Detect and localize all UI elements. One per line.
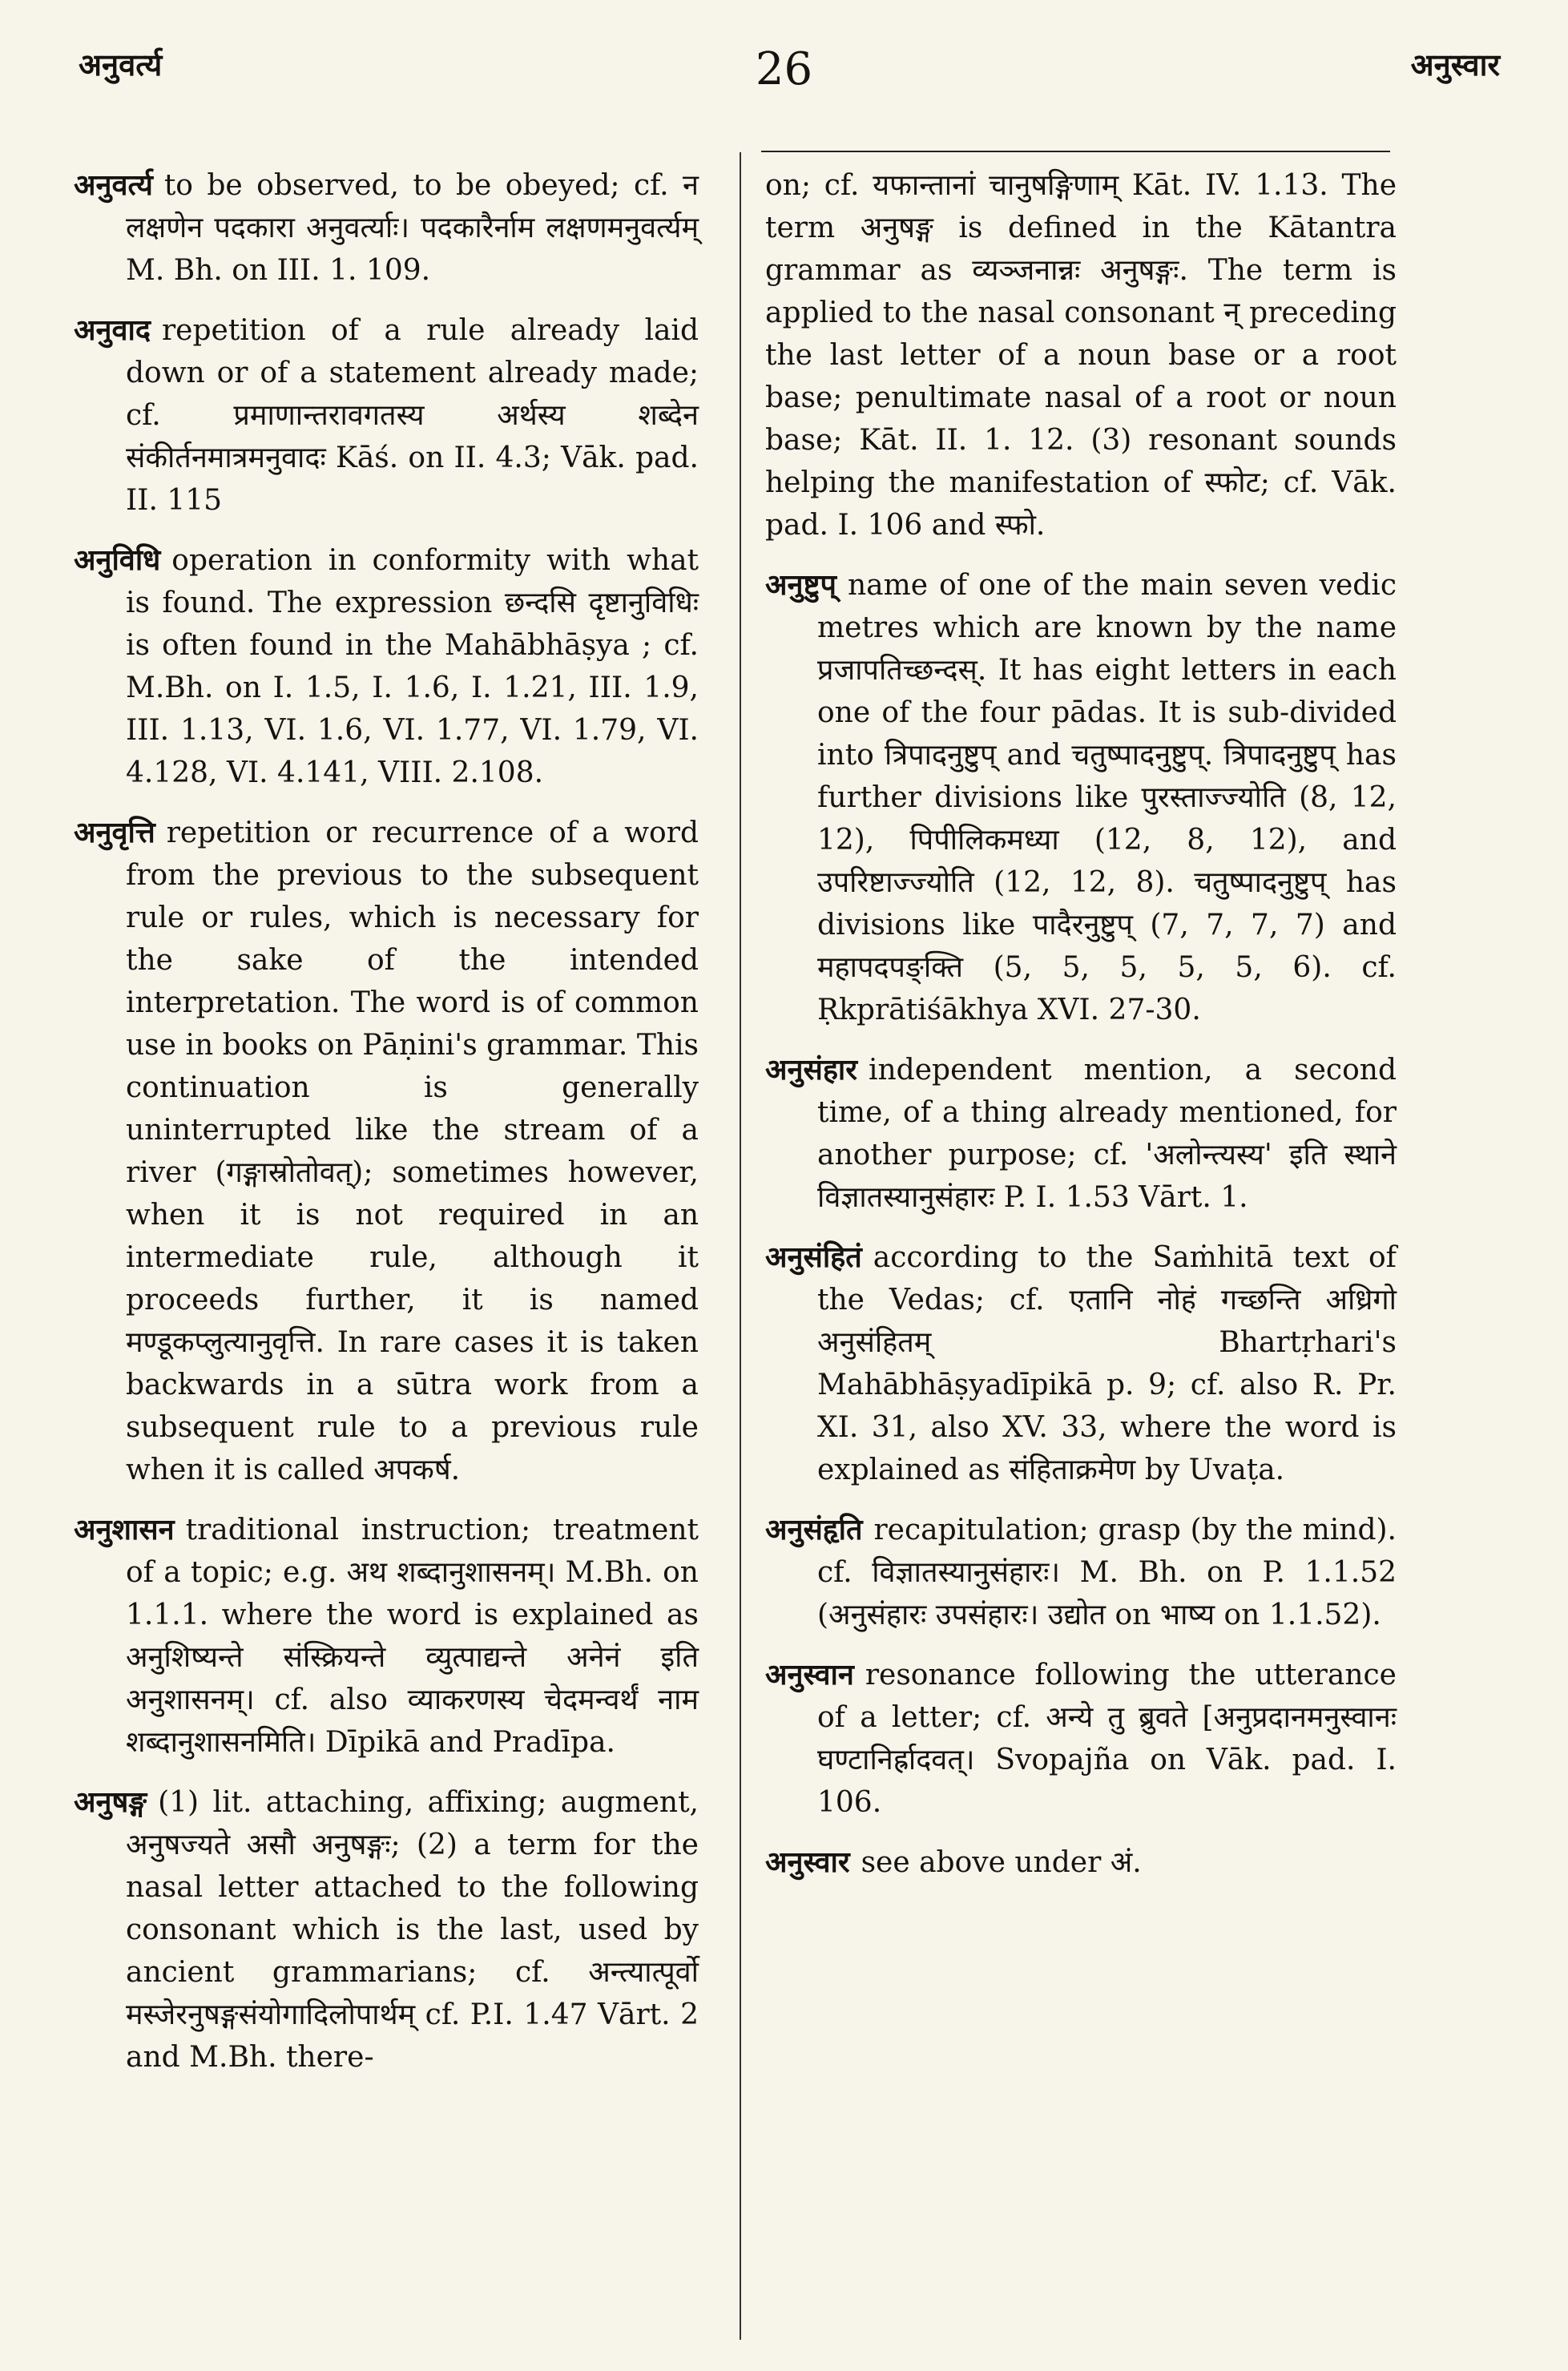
dictionary-entry xyxy=(765,1509,1397,1636)
entry-definition: see above under अं. xyxy=(861,1846,1142,1879)
dictionary-entry xyxy=(74,1509,699,1764)
entry-definition: operation in conformity with what is found. The expression छन्दसि दृष्टानुविधिः is often found in the Mahābhāṣya ; cf. M.Bh. on I. 1.5, I. 1.6, I. 1.21, III. 1.9, III. 1.13, VI. 1.6, VI. 1.77, VI. 1.79, VI. 4.128, VI. 4.141, VIII. 2.108. xyxy=(126,544,699,789)
dictionary-entry xyxy=(765,1654,1397,1824)
entry-definition: repetition of a rule already laid down or of a statement already made; cf. प्रमाणान्तरावगतस्य अर्थस्य शब्देन संकीर्तनमात्रमनुवादः Kāś. on II. 4.3; Vāk. pad. II. 115 xyxy=(126,314,699,517)
dictionary-entry xyxy=(765,164,1397,546)
left-column xyxy=(74,164,699,2096)
entry-headword: अनुसंहार xyxy=(765,1053,857,1087)
entry-headword: अनुसंहृति xyxy=(765,1513,863,1546)
dictionary-entry xyxy=(74,309,699,522)
entry-definition: to be observed, to be obeyed; cf. न लक्षणेन पदकारा अनुवर्त्याः। पदकारैर्नाम लक्षणमनुवर्त्यम् M. Bh. on III. 1. 109. xyxy=(126,169,699,287)
dictionary-entry xyxy=(765,1236,1397,1491)
entry-definition: resonance following the utterance of a letter; cf. अन्ये तु ब्रुवते [अनुप्रदानमनुस्वानः घण्टानिर्ह्रादवत्। Svopajña on Vāk. pad. I. 106. xyxy=(817,1659,1397,1819)
column-divider xyxy=(740,152,741,2340)
page-number: 26 xyxy=(755,43,813,95)
entry-headword: अनुसंहितं xyxy=(765,1240,862,1274)
entry-definition: repetition or recurrence of a word from the previous to the subsequent rule or rules, which is necessary for the sake of the intended interpretation. The word is of common use in books on Pāṇini's grammar. This continuation is generally uninterrupted like the stream of a river (गङ्गास्रोतोवत्); sometimes however, when it is not required in an intermediate rule, although it proceeds further, it is named मण्डूकप्लुत्यानुवृत्ति. In rare cases it is taken backwards in a sūtra work from a subsequent rule to a previous rule when it is called अपकर्ष. xyxy=(126,817,699,1486)
running-head-left: अनुवर्त्य xyxy=(79,46,163,83)
dictionary-entry xyxy=(765,564,1397,1031)
dictionary-entry xyxy=(74,812,699,1491)
entry-definition: traditional instruction; treatment of a topic; e.g. अथ शब्दानुशासनम्। M.Bh. on 1.1.1. where the word is explained as अनुशिष्यन्ते संस्क्रियन्ते व्युत्पाद्यन्ते अनेनं इति अनुशासनम्। cf. also व्याकरणस्य चेदमन्वर्थं नाम शब्दानुशासनमिति। Dīpikā and Pradīpa. xyxy=(126,1514,699,1759)
dictionary-entry xyxy=(74,1781,699,2079)
entry-definition: name of one of the main seven vedic metres which are known by the name प्रजापतिच्छन्दस्. It has eight letters in each one of the four pādas. It is sub-divided into त्रिपादनुष्टुप् and चतुष्पादनुष्टुप्. त्रिपादनुष्टुप् has further divisions like पुरस्ताज्ज्योति (8, 12, 12), पिपीलिकमध्या (12, 8, 12), and उपरिष्टाज्ज्योति (12, 12, 8). चतुष्पादनुष्टुप् has divisions like पादैरनुष्टुप् (7, 7, 7, 7) and महापदपङ्क्ति (5, 5, 5, 5, 5, 6). cf. Ṛkprātiśākhya XVI. 27-30. xyxy=(817,569,1397,1026)
right-column xyxy=(765,164,1397,1901)
entry-definition: according to the Saṁhitā text of the Vedas; cf. एतानि नोहं गच्छन्ति अध्रिगो अनुसंहितम् Bhartṛhari's Mahābhāṣyadīpikā p. 9; cf. also R. Pr. XI. 31, also XV. 33, where the word is explained as संहिताक्रमेण by Uvaṭa. xyxy=(817,1241,1397,1486)
entry-headword: अनुवाद xyxy=(74,313,151,347)
dictionary-entry xyxy=(74,539,699,794)
dictionary-entry xyxy=(765,1841,1397,1884)
entry-definition: on; cf. यफान्तानां चानुषङ्गिणाम् Kāt. IV. 1.13. The term अनुषङ्ग is defined in the Kātantra grammar as व्यञ्जनान्नः अनुषङ्गः. The term is applied to the nasal consonant न् preceding the last letter of a noun base or a root base; penultimate nasal of a root or noun base; Kāt. II. 1. 12. (3) resonant sounds helping the manifestation of स्फोट; cf. Vāk. pad. I. 106 and स्फो. xyxy=(765,169,1397,542)
entry-headword: अनुस्वान xyxy=(765,1658,854,1692)
entry-headword: अनुवृत्ति xyxy=(74,816,155,849)
entry-definition: (1) lit. attaching, affixing; augment, अनुषज्यते असौ अनुषङ्गः; (2) a term for the nasal letter attached to the following consonant which is the last, used by ancient grammarians; cf. अन्त्यात्पूर्वो मस्जेरनुषङ्गसंयोगादिलोपार्थम् cf. P.I. 1.47 Vārt. 2 and M.Bh. there- xyxy=(126,1786,699,2074)
dictionary-entry xyxy=(765,1049,1397,1219)
entry-headword: अनुशासन xyxy=(74,1513,175,1546)
entry-headword: अनुष्टुप् xyxy=(765,568,836,602)
entry-headword: अनुषङ्ग xyxy=(74,1785,147,1819)
entry-headword: अनुविधि xyxy=(74,543,161,577)
entry-headword: अनुवर्त्य xyxy=(74,168,153,202)
running-head-right: अनुस्वार xyxy=(1410,46,1500,83)
entry-headword: अनुस्वार xyxy=(765,1845,850,1879)
header-rule xyxy=(761,151,1390,152)
entry-definition: independent mention, a second time, of a thing already mentioned, for another purpose; cf. 'अलोन्त्यस्य' इति स्थाने विज्ञातस्यानुसंहारः P. I. 1.53 Vārt. 1. xyxy=(817,1054,1397,1214)
entry-definition: recapitulation; grasp (by the mind). cf. विज्ञातस्यानुसंहारः। M. Bh. on P. 1.1.52 (अनुसंहारः उपसंहारः। उद्योत on भाष्य on 1.1.52). xyxy=(817,1514,1397,1631)
dictionary-entry xyxy=(74,164,699,292)
